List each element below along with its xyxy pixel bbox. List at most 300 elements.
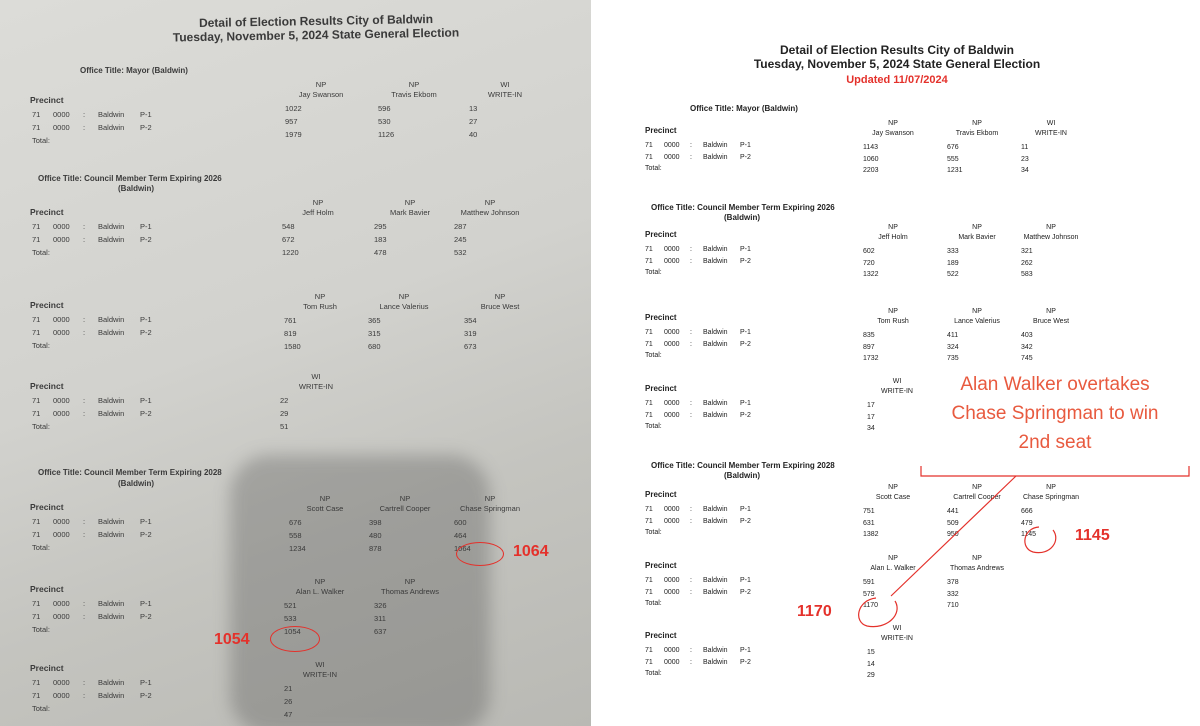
right-c2026a-johnson-value-1: 321 — [1021, 248, 1033, 255]
right-mayor-writein-value-3: 34 — [1021, 167, 1029, 174]
left-c2026b-valerius-value-1: 365 — [368, 316, 381, 325]
left-c2026b-row2-sep: : — [83, 328, 86, 337]
left-c2026a-row2-precinct: P-2 — [140, 235, 152, 244]
left-c2026b-west-value-2: 319 — [464, 329, 477, 338]
left-c2028b-row1-num: 0000 — [53, 599, 70, 608]
right-c2028a-row1-town: Baldwin — [703, 506, 728, 513]
left-c2026a-row1-num: 0000 — [53, 222, 70, 231]
right-c2026a-holm-party: NP — [888, 224, 898, 231]
right-c2026w-row2-precinct: P-2 — [740, 411, 751, 419]
right-c2026a-row1-precinct: P-1 — [740, 246, 751, 253]
left-c2026b-row1-precinct: P-1 — [140, 315, 152, 324]
left-c2026w-row2-code: 71 — [32, 409, 41, 418]
left-mayor-swanson-value-2: 957 — [285, 117, 298, 126]
right-mayor-row1-sep: : — [690, 142, 692, 149]
left-report-subtitle: Tuesday, November 5, 2024 State General Election — [172, 25, 460, 45]
left-c2028w-writein-party: WI — [315, 660, 325, 669]
right-c2026b-rush-name: Tom Rush — [877, 318, 909, 325]
right-c2026a-bavier-value-3: 522 — [947, 271, 959, 278]
right-c2026b-west-value-1: 403 — [1021, 332, 1033, 339]
left-annotation-walker: 1054 — [214, 631, 250, 648]
left-mayor-swanson-value-1: 1022 — [285, 104, 302, 113]
right-mayor-row1-num: 0000 — [664, 142, 680, 149]
left-c2026b-west-value-3: 673 — [464, 342, 477, 351]
left-mayor-writein-value-2: 27 — [469, 117, 478, 126]
right-mayor-ekbom-value-2: 555 — [947, 155, 959, 163]
left-c2026b-row2-town: Baldwin — [98, 328, 125, 337]
left-c2026a-row2-town: Baldwin — [98, 235, 125, 244]
right-c2026w-writein-party: WI — [892, 378, 902, 385]
left-c2026a-johnson-value-2: 245 — [454, 235, 467, 244]
left-c2028b-andrews-value-1: 326 — [374, 601, 387, 610]
left-c2028a-row2-num: 0000 — [53, 530, 70, 539]
right-mayor-total-label: Total: — [645, 165, 662, 172]
right-c2026w-total-label: Total: — [645, 423, 662, 430]
right-annotation-line-1: Alan Walker overtakes — [960, 374, 1150, 395]
left-c2028b-andrews-value-2: 311 — [374, 614, 386, 623]
left-c2026a-row1-precinct: P-1 — [140, 222, 152, 231]
right-c2028b-andrews-party: NP — [972, 555, 982, 562]
left-c2028a-springman-value-3: 1064 — [454, 544, 471, 553]
right-c2028w-row2-code: 71 — [645, 658, 653, 666]
left-c2028w-writein-name: WRITE-IN — [302, 670, 338, 679]
right-c2026b-valerius-value-1: 411 — [947, 332, 959, 339]
right-c2028b-walker-value-3: 1170 — [863, 602, 879, 609]
left-annotation-springman: 1064 — [513, 543, 549, 560]
right-c2028b-row2-town: Baldwin — [703, 588, 728, 596]
left-c2026b-row1-town: Baldwin — [98, 315, 125, 324]
right-c2028b-row1-code: 71 — [645, 577, 653, 584]
left-c2028b-walker-value-2: 533 — [284, 614, 297, 623]
right-mayor-swanson-value-2: 1060 — [863, 155, 879, 163]
right-c2028a-springman-party: NP — [1046, 484, 1056, 491]
right-c2026b-total-label: Total: — [645, 352, 662, 359]
right-office-2026-place: (Baldwin) — [724, 213, 760, 222]
right-c2026w-writein-value-3: 34 — [867, 425, 875, 432]
left-c2026a-holm-party: NP — [312, 198, 324, 207]
left-c2026a-row1-sep: : — [83, 222, 86, 231]
right-c2026b-valerius-value-2: 324 — [947, 343, 959, 351]
left-c2028b-row1-precinct: P-1 — [140, 599, 152, 608]
left-c2026b-rush-value-2: 819 — [284, 329, 297, 338]
right-c2028a-case-name: Scott Case — [875, 494, 911, 501]
left-c2026w-row2-sep: : — [83, 409, 86, 418]
right-c2028w-writein-name: WRITE-IN — [881, 635, 913, 642]
left-mayor-swanson-value-3: 1979 — [285, 130, 302, 139]
left-office-2028-place: (Baldwin) — [118, 479, 154, 488]
right-mayor-row2-sep: : — [690, 153, 692, 161]
left-c2026w-row1-num: 0000 — [53, 396, 70, 405]
right-c2026b-precinct-header: Precinct — [645, 313, 677, 322]
right-c2028a-springman-value-1: 666 — [1021, 508, 1033, 515]
right-c2028b-total-label: Total: — [645, 600, 662, 607]
right-c2026b-valerius-party: NP — [972, 308, 982, 315]
right-c2026b-west-name: Bruce West — [1032, 318, 1070, 325]
left-c2028a-case-name: Scott Case — [306, 504, 344, 513]
left-c2026a-johnson-value-1: 287 — [454, 222, 467, 231]
left-office-2026-place: (Baldwin) — [118, 184, 154, 193]
left-c2028b-row2-code: 71 — [32, 612, 41, 621]
right-circle-springman — [1025, 527, 1056, 553]
right-c2026a-johnson-value-2: 262 — [1021, 259, 1033, 267]
left-mayor-writein-value-1: 13 — [469, 104, 478, 113]
left-c2026b-valerius-party: NP — [398, 292, 410, 301]
left-c2026b-total-label: Total: — [32, 341, 50, 350]
left-mayor-swanson-name: Jay Swanson — [298, 90, 344, 99]
right-report-title: Detail of Election Results City of Baldwin — [779, 43, 1015, 57]
left-c2026a-bavier-value-3: 478 — [374, 248, 387, 257]
right-c2026a-holm-value-3: 1322 — [863, 271, 879, 278]
right-c2028a-row2-precinct: P-2 — [740, 517, 751, 525]
left-c2026b-row2-num: 0000 — [53, 328, 70, 337]
right-c2028a-cooper-value-3: 950 — [947, 531, 959, 538]
left-mayor-row2-num: 0000 — [53, 123, 70, 132]
left-c2026b-rush-value-1: 761 — [284, 316, 297, 325]
left-c2026a-row2-sep: : — [83, 235, 86, 244]
left-c2028a-cooper-value-3: 878 — [369, 544, 382, 553]
right-c2026a-bavier-value-2: 189 — [947, 259, 959, 267]
right-mayor-ekbom-name: Travis Ekbom — [955, 130, 999, 137]
left-c2028a-cooper-party: NP — [399, 494, 411, 503]
left-mayor-ekbom-value-3: 1126 — [378, 130, 395, 139]
right-mayor-writein-party: WI — [1046, 120, 1056, 127]
right-c2028w-writein-party: WI — [892, 625, 902, 632]
right-c2026w-row2-code: 71 — [645, 411, 653, 419]
right-c2028b-row2-precinct: P-2 — [740, 588, 751, 596]
left-c2026b-row2-precinct: P-2 — [140, 328, 152, 337]
left-c2028a-springman-name: Chase Springman — [459, 504, 521, 513]
left-c2026b-row1-sep: : — [83, 315, 86, 324]
right-c2028w-row1-precinct: P-1 — [740, 647, 751, 654]
right-c2028a-row1-precinct: P-1 — [740, 506, 751, 513]
right-c2028a-cooper-value-2: 509 — [947, 519, 959, 527]
left-mayor-row1-code: 71 — [32, 110, 41, 119]
left-c2026w-row1-precinct: P-1 — [140, 396, 152, 405]
right-mayor-writein-value-1: 11 — [1021, 144, 1029, 151]
left-c2028w-writein-value-2: 26 — [284, 697, 293, 706]
right-c2026a-johnson-value-3: 583 — [1021, 271, 1033, 278]
left-c2026a-row1-town: Baldwin — [98, 222, 125, 231]
right-c2026a-row1-num: 0000 — [664, 246, 680, 253]
right-c2028b-row1-town: Baldwin — [703, 577, 728, 584]
right-mayor-row1-code: 71 — [645, 142, 653, 149]
right-c2026b-row2-town: Baldwin — [703, 340, 728, 348]
right-c2028w-row2-sep: : — [690, 658, 692, 666]
right-c2028a-row1-code: 71 — [645, 506, 653, 513]
right-mayor-swanson-name: Jay Swanson — [872, 130, 914, 137]
left-mayor-swanson-party: NP — [315, 80, 327, 89]
left-c2028w-total-label: Total: — [32, 704, 50, 713]
right-c2028w-row2-town: Baldwin — [703, 658, 728, 666]
left-c2026b-west-value-1: 354 — [464, 316, 477, 325]
left-c2028a-row1-town: Baldwin — [98, 517, 125, 526]
right-circle-walker — [859, 598, 897, 627]
right-c2028b-row2-num: 0000 — [664, 588, 680, 596]
right-c2028w-row2-num: 0000 — [664, 658, 680, 666]
right-c2026a-bavier-value-1: 333 — [947, 248, 959, 255]
left-c2026a-row2-num: 0000 — [53, 235, 70, 244]
left-c2028w-row1-precinct: P-1 — [140, 678, 152, 687]
right-c2026w-row1-code: 71 — [645, 400, 653, 407]
left-c2026a-johnson-name: Matthew Johnson — [460, 208, 520, 217]
right-c2028b-row1-sep: : — [690, 577, 692, 584]
right-c2028b-row2-code: 71 — [645, 588, 653, 596]
left-c2028w-row2-precinct: P-2 — [140, 691, 152, 700]
right-annotation-line-2: Chase Springman to win — [951, 403, 1159, 424]
left-c2028w-row2-town: Baldwin — [98, 691, 125, 700]
left-c2026a-bavier-party: NP — [404, 198, 416, 207]
left-c2028a-cooper-value-2: 480 — [369, 531, 382, 540]
right-c2028a-case-value-2: 631 — [863, 519, 875, 527]
right-c2028a-cooper-name: Cartrell Cooper — [953, 494, 1001, 501]
right-c2028a-row1-sep: : — [690, 506, 692, 513]
left-c2026a-holm-value-2: 672 — [282, 235, 295, 244]
left-c2028b-row1-town: Baldwin — [98, 599, 125, 608]
left-c2028a-row2-town: Baldwin — [98, 530, 125, 539]
left-c2028a-row1-num: 0000 — [53, 517, 70, 526]
left-mayor-ekbom-party: NP — [408, 80, 420, 89]
right-c2028a-row2-num: 0000 — [664, 517, 680, 525]
left-c2028w-row2-num: 0000 — [53, 691, 70, 700]
left-c2028b-andrews-party: NP — [404, 577, 416, 586]
right-annotation-bracket — [921, 466, 1189, 476]
right-c2028a-cooper-party: NP — [972, 484, 982, 491]
right-c2028b-row1-num: 0000 — [664, 577, 680, 584]
left-c2028w-precinct-header: Precinct — [30, 663, 64, 673]
left-c2028a-case-value-3: 1234 — [289, 544, 306, 553]
right-c2026a-holm-value-1: 602 — [863, 248, 875, 255]
right-c2026b-row2-num: 0000 — [664, 340, 680, 348]
left-c2026w-row1-sep: : — [83, 396, 86, 405]
left-c2028b-row2-sep: : — [83, 612, 86, 621]
right-mayor-row1-town: Baldwin — [703, 142, 728, 149]
right-mayor-row2-code: 71 — [645, 153, 653, 161]
right-mayor-ekbom-party: NP — [972, 120, 982, 127]
left-report-title: Detail of Election Results City of Baldwin — [198, 11, 434, 31]
left-circle-springman — [456, 542, 504, 566]
right-c2028a-row1-num: 0000 — [664, 506, 680, 513]
left-c2028w-row1-code: 71 — [32, 678, 41, 687]
left-c2026w-row2-precinct: P-2 — [140, 409, 152, 418]
left-mayor-writein-value-3: 40 — [469, 130, 478, 139]
right-c2028a-springman-value-3: 1145 — [1021, 531, 1037, 538]
right-c2026w-row2-num: 0000 — [664, 411, 680, 419]
right-annotation-springman: 1145 — [1075, 527, 1110, 544]
left-c2026a-bavier-value-2: 183 — [374, 235, 387, 244]
right-c2026b-valerius-value-3: 735 — [947, 355, 959, 362]
right-c2028b-row1-precinct: P-1 — [740, 577, 751, 584]
right-c2026b-row1-town: Baldwin — [703, 329, 728, 336]
right-c2028b-walker-value-1: 591 — [863, 579, 875, 586]
right-mayor-writein-value-2: 23 — [1021, 155, 1029, 163]
left-c2026w-row1-code: 71 — [32, 396, 41, 405]
left-c2028b-walker-name: Alan L. Walker — [295, 587, 345, 596]
left-c2028b-row2-precinct: P-2 — [140, 612, 152, 621]
right-mayor-writein-name: WRITE-IN — [1035, 130, 1067, 137]
left-c2026b-rush-value-3: 1580 — [284, 342, 301, 351]
right-c2026w-row1-num: 0000 — [664, 400, 680, 407]
right-c2026w-row2-sep: : — [690, 411, 692, 419]
left-c2028a-case-value-2: 558 — [289, 531, 302, 540]
left-mayor-ekbom-name: Travis Ekbom — [391, 90, 437, 99]
left-c2026b-valerius-name: Lance Valerius — [379, 302, 429, 311]
left-c2026b-row1-code: 71 — [32, 315, 41, 324]
left-c2026b-precinct-header: Precinct — [30, 300, 64, 310]
left-c2028w-row2-code: 71 — [32, 691, 41, 700]
right-c2028a-row2-town: Baldwin — [703, 517, 728, 525]
right-c2028a-row2-code: 71 — [645, 517, 653, 525]
left-office-mayor: Office Title: Mayor (Baldwin) — [80, 66, 188, 75]
right-c2026b-row1-precinct: P-1 — [740, 329, 751, 336]
right-c2026a-row2-town: Baldwin — [703, 257, 728, 265]
left-c2028a-row2-precinct: P-2 — [140, 530, 152, 539]
right-c2028a-total-label: Total: — [645, 529, 662, 536]
left-c2026a-holm-value-3: 1220 — [282, 248, 299, 257]
right-c2028b-andrews-value-2: 332 — [947, 590, 959, 598]
left-c2026b-rush-party: NP — [314, 292, 326, 301]
left-c2026a-johnson-party: NP — [484, 198, 496, 207]
right-report-subtitle: Tuesday, November 5, 2024 State General Election — [753, 57, 1041, 71]
left-c2028w-row1-sep: : — [83, 678, 86, 687]
left-c2026b-valerius-value-2: 315 — [368, 329, 381, 338]
right-c2026w-writein-value-2: 17 — [867, 413, 875, 421]
right-c2028a-case-value-3: 1382 — [863, 531, 879, 538]
right-c2028b-walker-party: NP — [888, 555, 898, 562]
left-c2026a-johnson-value-3: 532 — [454, 248, 467, 257]
right-c2026a-holm-value-2: 720 — [863, 259, 875, 267]
left-c2028w-writein-value-1: 21 — [284, 684, 293, 693]
left-c2028a-springman-value-2: 464 — [454, 531, 467, 540]
left-c2026a-bavier-name: Mark Bavier — [389, 208, 431, 217]
right-c2028b-row2-sep: : — [690, 588, 692, 596]
right-c2026w-writein-value-1: 17 — [867, 402, 875, 409]
right-c2028a-row2-sep: : — [690, 517, 692, 525]
left-c2026w-row2-num: 0000 — [53, 409, 70, 418]
right-c2026w-row1-town: Baldwin — [703, 400, 728, 407]
left-mayor-row1-town: Baldwin — [98, 110, 125, 119]
right-c2026a-precinct-header: Precinct — [645, 230, 677, 239]
right-c2028b-andrews-value-1: 378 — [947, 579, 959, 586]
left-mayor-ekbom-value-2: 530 — [378, 117, 391, 126]
right-c2028w-row1-num: 0000 — [664, 647, 680, 654]
left-c2026a-precinct-header: Precinct — [30, 207, 64, 217]
right-updated-date: Updated 11/07/2024 — [846, 74, 948, 86]
right-c2028b-andrews-value-3: 710 — [947, 602, 959, 609]
left-mayor-row2-sep: : — [83, 123, 86, 132]
right-c2026b-rush-value-2: 897 — [863, 343, 875, 351]
left-mayor-row1-precinct: P-1 — [140, 110, 152, 119]
left-c2026b-valerius-value-3: 680 — [368, 342, 381, 351]
left-c2026b-rush-name: Tom Rush — [303, 302, 337, 311]
right-c2026b-west-value-3: 745 — [1021, 355, 1033, 362]
left-mayor-row2-town: Baldwin — [98, 123, 125, 132]
right-office-2028-place: (Baldwin) — [724, 471, 760, 480]
right-c2028w-row1-sep: : — [690, 647, 692, 654]
left-c2028a-springman-party: NP — [484, 494, 496, 503]
right-c2026w-writein-name: WRITE-IN — [881, 388, 913, 395]
right-c2026a-total-label: Total: — [645, 269, 662, 276]
left-c2028a-case-party: NP — [319, 494, 331, 503]
left-c2026b-west-party: NP — [494, 292, 506, 301]
right-c2026b-rush-value-1: 835 — [863, 332, 875, 339]
left-c2028a-springman-value-1: 600 — [454, 518, 467, 527]
right-c2026b-row1-sep: : — [690, 329, 692, 336]
right-c2026b-row1-num: 0000 — [664, 329, 680, 336]
left-c2026w-writein-value-1: 22 — [280, 396, 289, 405]
left-c2028b-precinct-header: Precinct — [30, 584, 64, 594]
right-mayor-swanson-value-3: 2203 — [863, 167, 879, 174]
left-c2026w-writein-party: WI — [311, 372, 321, 381]
left-mayor-writein-party: WI — [500, 80, 510, 89]
left-c2028w-row1-town: Baldwin — [98, 678, 125, 687]
right-c2026b-west-value-2: 342 — [1021, 343, 1033, 351]
left-mayor-writein-name: WRITE-IN — [487, 90, 523, 99]
left-c2026w-writein-value-3: 51 — [280, 422, 289, 431]
right-c2026a-row1-town: Baldwin — [703, 246, 728, 253]
right-annotation-overlay — [591, 0, 1200, 726]
right-c2028w-writein-value-1: 15 — [867, 649, 875, 656]
left-c2028b-row1-code: 71 — [32, 599, 41, 608]
right-c2026w-row2-town: Baldwin — [703, 411, 728, 419]
right-annotation-walker: 1170 — [797, 603, 832, 620]
right-mayor-swanson-value-1: 1143 — [863, 144, 879, 151]
right-c2028w-row1-code: 71 — [645, 647, 653, 654]
right-c2026a-row1-sep: : — [690, 246, 692, 253]
right-c2028a-springman-name: Chase Springman — [1022, 494, 1080, 501]
left-c2028a-case-value-1: 676 — [289, 518, 302, 527]
right-c2026a-row2-code: 71 — [645, 257, 653, 265]
left-c2026w-row2-town: Baldwin — [98, 409, 125, 418]
left-c2026a-holm-name: Jeff Holm — [302, 208, 334, 217]
right-c2026a-row1-code: 71 — [645, 246, 653, 253]
right-mayor-row2-town: Baldwin — [703, 153, 728, 161]
left-c2028b-walker-value-1: 521 — [284, 601, 297, 610]
right-mayor-swanson-party: NP — [888, 120, 898, 127]
right-c2028a-springman-value-2: 479 — [1021, 519, 1033, 527]
photo-shadow — [230, 455, 490, 726]
right-c2026b-valerius-name: Lance Valerius — [954, 318, 1000, 325]
left-office-2028: Office Title: Council Member Term Expiring 2028 — [38, 468, 222, 477]
left-c2026w-row1-town: Baldwin — [98, 396, 125, 405]
left-c2028a-cooper-name: Cartrell Cooper — [379, 504, 431, 513]
left-c2026w-total-label: Total: — [32, 422, 50, 431]
left-mayor-row2-precinct: P-2 — [140, 123, 152, 132]
left-mayor-ekbom-value-1: 596 — [378, 104, 391, 113]
right-c2028a-precinct-header: Precinct — [645, 490, 677, 499]
left-c2028a-precinct-header: Precinct — [30, 502, 64, 512]
right-c2028a-case-value-1: 751 — [863, 508, 875, 515]
left-c2028b-andrews-value-3: 637 — [374, 627, 387, 636]
right-c2026a-holm-name: Jeff Holm — [878, 234, 908, 241]
right-mayor-row1-precinct: P-1 — [740, 142, 751, 149]
left-c2026w-writein-value-2: 29 — [280, 409, 289, 418]
right-mayor-row2-precinct: P-2 — [740, 153, 751, 161]
right-office-2028: Office Title: Council Member Term Expiring 2028 — [651, 461, 835, 470]
left-c2028w-row1-num: 0000 — [53, 678, 70, 687]
right-c2028b-precinct-header: Precinct — [645, 561, 677, 570]
right-c2026a-bavier-party: NP — [972, 224, 982, 231]
left-c2026b-row1-num: 0000 — [53, 315, 70, 324]
left-c2028a-row1-code: 71 — [32, 517, 41, 526]
right-c2028b-walker-name: Alan L. Walker — [870, 565, 916, 572]
right-c2028w-row1-town: Baldwin — [703, 647, 728, 654]
right-c2028w-writein-value-3: 29 — [867, 672, 875, 679]
right-mayor-ekbom-value-3: 1231 — [947, 167, 963, 174]
right-c2026a-johnson-name: Matthew Johnson — [1023, 234, 1079, 241]
updated-results-document — [591, 0, 1200, 726]
left-c2028a-row1-sep: : — [83, 517, 86, 526]
right-c2028a-case-party: NP — [888, 484, 898, 491]
